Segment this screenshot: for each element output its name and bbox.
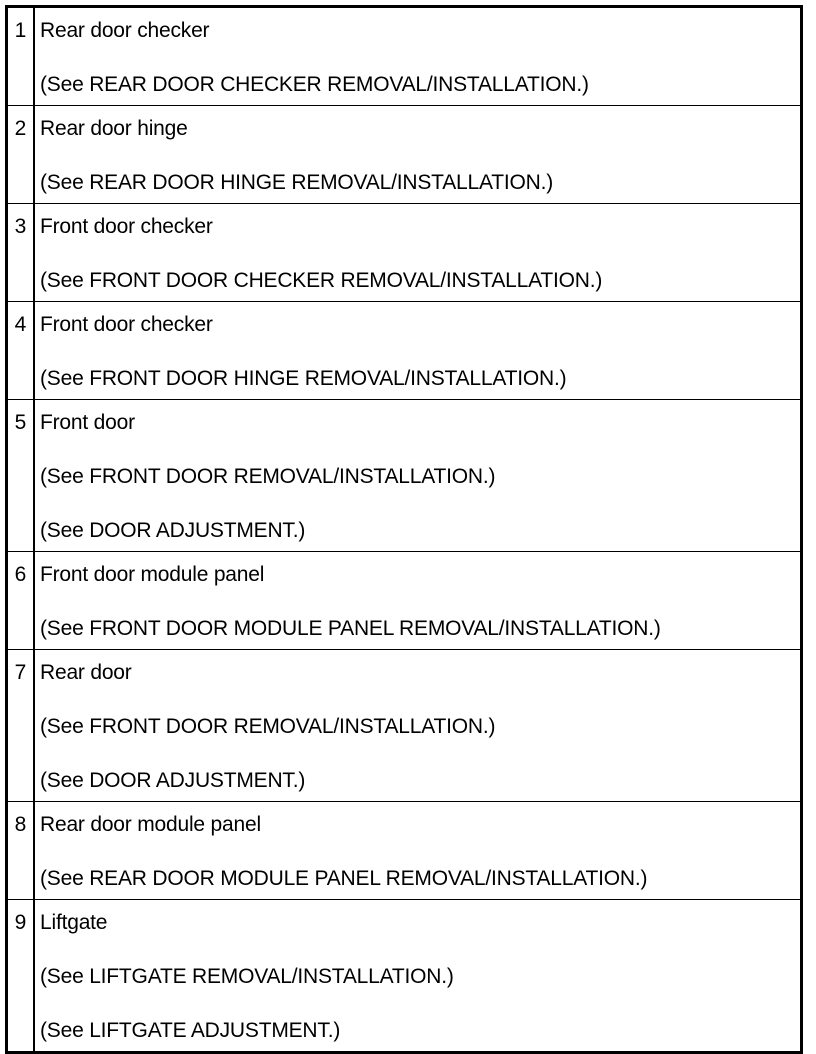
item-content (34, 650, 802, 802)
table-row (7, 302, 802, 400)
row-padding (40, 889, 800, 899)
item-title: Front door module panel (40, 563, 265, 586)
item-number: 8 (7, 802, 35, 900)
item-content (34, 552, 802, 650)
item-title: Front door checker (40, 313, 213, 336)
table-row (7, 552, 802, 650)
item-reference: (See DOOR ADJUSTMENT.) (40, 519, 306, 542)
row-padding (40, 291, 800, 301)
table-row (7, 106, 802, 204)
item-number: 3 (7, 204, 35, 302)
item-number: 1 (7, 7, 35, 106)
table-row (7, 204, 802, 302)
item-title: Rear door hinge (40, 117, 188, 140)
item-number: 9 (7, 900, 35, 1053)
item-reference: (See REAR DOOR HINGE REMOVAL/INSTALLATION.) (40, 171, 553, 194)
item-reference: (See LIFTGATE ADJUSTMENT.) (40, 1019, 341, 1042)
item-content (34, 802, 802, 900)
item-reference: (See FRONT DOOR MODULE PANEL REMOVAL/INSTALLATION.) (40, 617, 661, 640)
parts-table-body (7, 7, 802, 1053)
parts-reference-table (5, 5, 803, 1054)
item-content (34, 400, 802, 552)
table-row (7, 802, 802, 900)
item-reference: (See FRONT DOOR REMOVAL/INSTALLATION.) (40, 465, 496, 488)
item-title: Liftgate (40, 911, 108, 934)
item-number: 7 (7, 650, 35, 802)
table-row (7, 7, 802, 106)
item-number: 4 (7, 302, 35, 400)
item-reference: (See DOOR ADJUSTMENT.) (40, 769, 306, 792)
row-padding (40, 639, 800, 649)
item-number: 5 (7, 400, 35, 552)
row-padding (40, 791, 800, 801)
item-content (34, 106, 802, 204)
row-padding (40, 193, 800, 203)
item-reference: (See FRONT DOOR REMOVAL/INSTALLATION.) (40, 715, 496, 738)
row-padding (40, 95, 800, 105)
item-title: Rear door checker (40, 19, 210, 42)
item-reference: (See REAR DOOR CHECKER REMOVAL/INSTALLATION.) (40, 73, 589, 96)
table-row (7, 400, 802, 552)
table-row (7, 900, 802, 1053)
item-reference: (See FRONT DOOR HINGE REMOVAL/INSTALLATION.) (40, 367, 567, 390)
item-content (34, 302, 802, 400)
row-padding (40, 1041, 800, 1051)
item-number: 6 (7, 552, 35, 650)
item-title: Rear door module panel (40, 813, 261, 836)
item-reference: (See LIFTGATE REMOVAL/INSTALLATION.) (40, 965, 454, 988)
item-content (34, 7, 802, 106)
item-content (34, 900, 802, 1053)
row-padding (40, 389, 800, 399)
item-number: 2 (7, 106, 35, 204)
table-row (7, 650, 802, 802)
item-title: Front door checker (40, 215, 213, 238)
item-reference: (See REAR DOOR MODULE PANEL REMOVAL/INSTALLATION.) (40, 867, 648, 890)
item-content (34, 204, 802, 302)
row-padding (40, 541, 800, 551)
item-title: Front door (40, 411, 135, 434)
item-reference: (See FRONT DOOR CHECKER REMOVAL/INSTALLATION.) (40, 269, 603, 292)
item-title: Rear door (40, 661, 132, 684)
